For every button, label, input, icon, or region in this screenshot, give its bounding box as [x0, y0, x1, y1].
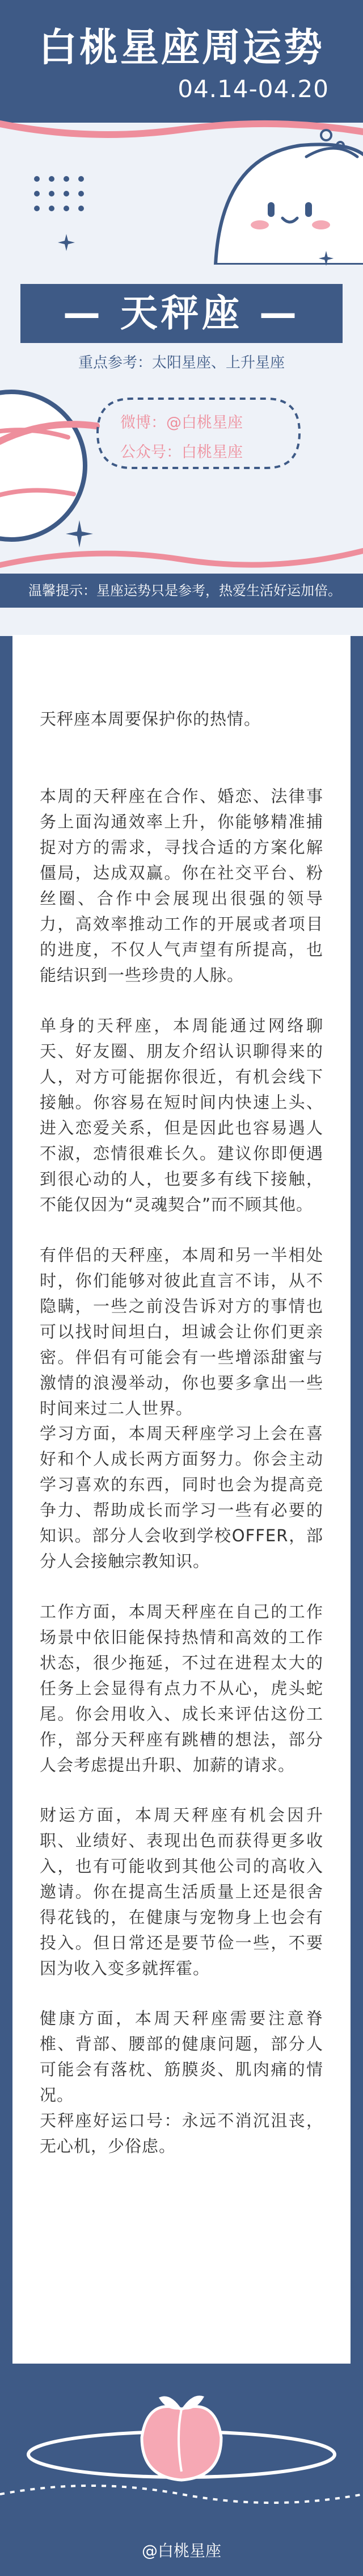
page-title: 白桃星座周运势 [38, 26, 324, 70]
weibo-account: 微博：@白桃星座 [120, 414, 243, 432]
watermark: @白桃星座 [141, 2541, 221, 2560]
sign-title-box [20, 284, 343, 343]
header-banner [0, 0, 363, 636]
paragraph-slogan: 天秤座好运口号：永远不消沉沮丧，无心机，少俗虑。 [40, 2111, 323, 2156]
paragraph-study: 学习方面，本周天秤座学习上会在喜好和个人成长两方面努力。你会主动学习喜欢的东西，同时也会为提高竞争力、帮助成长而学习一些有必要的知识。部分人会收到学校OFFER，部分人会接触宗教知识。 [40, 1424, 323, 1571]
pink-wave-decoration [0, 534, 363, 574]
reference-note: 重点参考：太阳星座、上升星座 [78, 354, 285, 371]
zodiac-sign-title: — 天秤座 — [63, 291, 300, 335]
content-panel [12, 635, 351, 2364]
tip-text: 温馨提示：星座运势只是参考，热爱生活好运加倍。 [28, 583, 341, 599]
tip-banner [0, 574, 363, 608]
paragraph-health: 健康方面，本周天秤座需要注意脊椎、背部、腰部的健康问题，部分人可能会有落枕、筋膜炎、肌肉痛的情况。 [40, 2009, 323, 2105]
star-icon [57, 233, 76, 252]
paragraph-intro: 天秤座本周要保护你的热情。 [40, 709, 261, 729]
dotted-wave-decoration [0, 2477, 363, 2511]
star-icon [318, 250, 335, 267]
date-range: 04.14-04.20 [178, 75, 329, 103]
paragraph-partnered: 有伴侣的天秤座，本周和另一半相处时，你们能够对彼此直言不讳，从不隐瞒，一些之前没告诉对方的事情也可以找时间坦白，坦诚会让你们更亲密。伴侣有可能会有一些增添甜蜜与激情的浪漫举动，你也要多拿出一些时间来过二人世界。 [40, 1245, 323, 1418]
paragraph-work: 工作方面，本周天秤座在自己的工作场景中依旧能保持热情和高效的工作状态，很少拖延，不过在进程太大的任务上会显得有点力不从心，虎头蛇尾。你会用收入、成长来评估这份工作，部分天秤座有跳槽的想法，部分人会考虑提出升职、加薪的请求。 [40, 1602, 323, 1775]
paragraph-single: 单身的天秤座，本周能通过网络聊天、好友圈、朋友介绍认识聊得来的人，对方可能据你很近，有机会线下接触。你容易在短时间内快速上头、进入恋爱关系，但是因此也容易遇人不淑，恋情很难长久。建议你即便遇到很心动的人，也要多有线下接触，不能仅因为“灵魂契合”而不顾其他。 [40, 1016, 323, 1214]
paragraph-overview: 本周的天秤座在合作、婚恋、法律事务上面沟通效率上升，你能够精准捕捉对方的需求，寻找合适的方案化解僵局，达成双赢。你在社交平台、粉丝圈、合作中会展现出很强的领导力，高效率推动工作的开展或者项目的进度，不仅人气声望有所提高，也能结识到一些珍贵的人脉。 [40, 787, 323, 985]
peach-icon [136, 2386, 227, 2483]
wechat-account: 公众号：白桃星座 [120, 444, 243, 461]
smiling-blob-illustration [204, 123, 363, 265]
paragraph-finance: 财运方面，本周天秤座有机会因升职、业绩好、表现出色而获得更多收入，也有可能收到其他公司的高收入邀请。你在提高生活质量上还是很舍得花钱的，在健康与宠物身上也会有投入。但日常还是要节俭一些，不要因为收入变多就挥霍。 [40, 1805, 323, 1978]
